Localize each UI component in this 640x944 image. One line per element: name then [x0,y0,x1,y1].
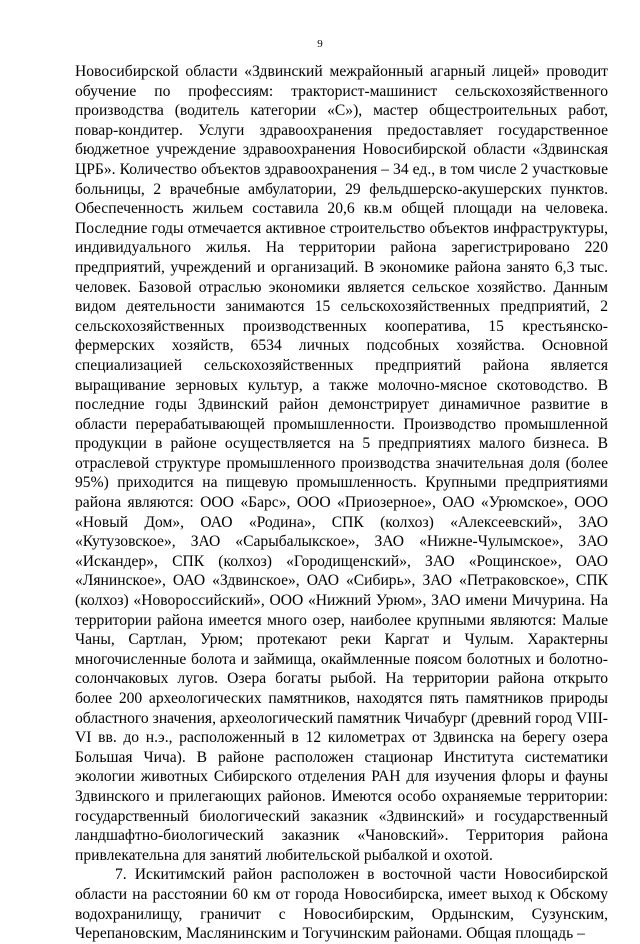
paragraph-zdvinsky-district: Новосибирской области «Здвинский межрайонный агарный лицей» проводит обучение по профессиям: тракторист-машинист сельскохозяйственного производства (водитель категории «С»), мастер общестроительных работ, повар-кондитер. Услуги здравоохранения предоставляет государственное бюджетное учреждение здравоохранения Новосибирской области «Здвинская ЦРБ». Количество объектов здравоохранения – 34 ед., в том числе 2 участковые больницы, 2 врачебные амбулатории, 29 фельдшерско-акушерских пунктов. Обеспеченность жильем составила 20,6 кв.м общей площади на человека. Последние годы отмечается активное строительство объектов инфраструктуры, индивидуального жилья. На территории района зарегистрировано 220 предприятий, учреждений и организаций. В экономике района занято 6,3 тыс. человек. Базовой отраслью экономики является сельское хозяйство. Данным видом деятельности занимаются 15 сельскохозяйственных предприятий, 2 сельскохозяйственных производственных кооператива, 15 крестьянско-фермерских хозяйств, 6534 личных подсобных хозяйства. Основной специализацией сельскохозяйственных предприятий района является выращивание зерновых культур, а также молочно-мясное скотоводство. В последние годы Здвинский район демонстрирует динамичное развитие в области перерабатывающей промышленности. Производство промышленной продукции в районе осуществляется на 5 предприятиях малого бизнеса. В отраслевой структуре промышленного производства значительная доля (более 95%) приходится на пищевую промышленность. Крупными предприятиями района являются: ООО «Барс», ООО «Приозерное», ОАО «Урюмское», ООО «Новый Дом», ОАО «Родина», СПК (колхоз) «Алексеевский», ЗАО «Кутузовское», ЗАО «Сарыбалыкское», ЗАО «Нижне-Чулымское», ЗАО «Искандер», СПК (колхоз) «Городищенский», ЗАО «Рощинское», ОАО «Лянинское», ОАО «Здвинское», ОАО «Сибирь», ЗАО «Петраковское», СПК (колхоз) «Новороссийский», ООО «Нижний Урюм», ЗАО имени Мичурина. На территории района имеется много озер, наиболее крупными являются: Малые Чаны, Сартлан, Урюм; протекают реки Каргат и Чулым. Характерны многочисленные болота и займища, окаймленные поясом болотных и болотно-солончаковых лугов. Озера богаты рыбой. На территории района открыто более 200 археологических памятников, находятся пять памятников природы областного значения, археологический памятник Чичабург (древний город VIII-VI вв. до н.э., расположенный в 12 километрах от Здвинска на берегу озера Большая Чича). В районе расположен стационар Института систематики экологии животных Сибирского отделения РАН для изучения флоры и фауны Здвинского и прилегающих районов. Имеются особо охраняемые территории: государственный биологический заказник «Здвинский» и государственный ландшафтно-биологический заказник «Чановский». Территория района привлекательна для занятий любительской рыбалкой и охотой. [75,63,608,864]
paragraph-iskitimsky-district: 7. Искитимский район расположен в восточной части Новосибирской области на расстоянии 60 км от города Новосибирска, имеет выход к Обскому водохранилищу, граничит с Новосибирским, Ордынским, Сузунским, Черепановским, Маслянинским и Тогучинским районами. Общая площадь – [75,866,608,943]
document-body [75,62,608,944]
page-number: 9 [317,38,323,50]
